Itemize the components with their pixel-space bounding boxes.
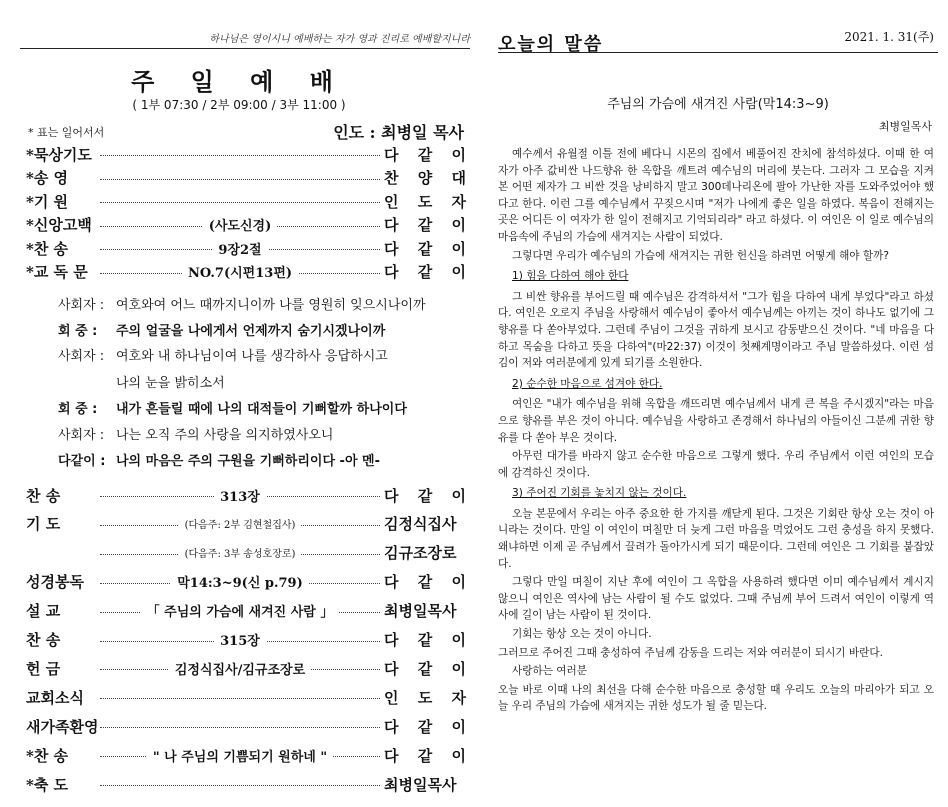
- order-row: [26, 167, 466, 189]
- order-label: *기 원: [26, 192, 69, 211]
- sermon-header-title: 오늘의 말씀: [498, 34, 604, 55]
- speaker: 사회자 :: [58, 298, 105, 313]
- order-row: [26, 744, 466, 766]
- order-row: [26, 190, 466, 212]
- order-label: 헌 금: [26, 659, 61, 678]
- order-person: 최병일목사: [384, 602, 457, 621]
- order-label: 찬 송: [26, 486, 61, 505]
- responsive-line: [58, 424, 468, 443]
- order-detail: 315장: [214, 630, 266, 649]
- dotted-leader: [96, 237, 384, 259]
- reading-text: 여호와 내 하나님이여 나를 생각하사 응답하시고: [116, 349, 388, 364]
- paragraph: 오늘 본문에서 우리는 아주 중요한 한 가지를 깨닫게 된다. 그것은 기회란 항상 오는 것이 아니라는 것이다. 만일 이 여인이 며칠만 더 늦게 그런 마음을 먹었어도 그런 충성을 하지 못했다. 왜냐하면 이제 곧 주님께서 끌려가 돌아가시게 되기 때문이다. 그런데 여인은 그 기회를 붙잡았다.: [498, 507, 934, 570]
- dotted-leader: [96, 542, 384, 564]
- dotted-leader: [96, 214, 384, 236]
- section-heading: 2) 순수한 마음으로 섬겨야 한다.: [512, 377, 663, 390]
- order-person: 최병일목사: [384, 775, 457, 794]
- order-person: 다 같 이: [384, 659, 466, 678]
- order-row: [26, 484, 466, 506]
- order-person: 다 같 이: [384, 631, 466, 649]
- dotted-leader: [96, 484, 384, 506]
- order-detail: (다음주: 2부 김현철집사): [179, 516, 302, 531]
- section-heading: 3) 주어진 기회를 놓치지 않는 것이다.: [512, 487, 687, 500]
- order-person: 김규조장로: [384, 544, 457, 563]
- dotted-leader: [96, 513, 384, 535]
- order-row: [26, 571, 466, 593]
- order-detail: 「 주님의 가슴에 새겨진 사람 」: [141, 601, 340, 620]
- responsive-line: [58, 450, 468, 469]
- paragraph: 예수께서 유월절 이틀 전에 베다니 시몬의 집에서 베풀어진 잔치에 참석하셨다. 이때 한 여자가 아주 값비싼 나드향유 한 옥합을 깨트려 예수님의 머리에 붓는다. 그러자 그 모습을 지켜본 어떤 제자가 그 비싼 것을 낭비하지 말고 300데나리온에 팔아 가난한 자를 도와주었어야 했다고 한다. 이런 그를 예수님께서 꾸짖으시며 "저가 나에게 좋은 일을 하였다. 복음이 전해지는 곳은 어디든 이 여자가 한 일이 전해지고 기억되리라" 라고 하셨다. 이 여인은 이 일로 예수님의 마음속에 주님의 가슴에 새겨지는 사람이 되었다.: [498, 148, 934, 243]
- section-heading: 1) 힘을 다하여 해야 한다: [512, 270, 629, 283]
- order-person: 다 같 이: [384, 145, 466, 164]
- order-detail: 9장2절: [212, 239, 267, 258]
- speaker: 회 중 :: [58, 324, 98, 339]
- dotted-leader: [96, 773, 384, 795]
- reading-text: 여호와여 어느 때까지니이까 나를 영원히 잊으시나이까: [116, 298, 426, 313]
- paragraph: 그렇다면 우리가 예수님의 가슴에 새겨지는 귀한 헌신을 하려면 어떻게 해야 할까?: [512, 249, 890, 262]
- speaker: 다같이 :: [58, 454, 106, 469]
- header-divider: [498, 52, 938, 53]
- dotted-leader: [96, 744, 384, 766]
- dotted-leader: [96, 715, 384, 737]
- order-row: [26, 513, 466, 535]
- reading-text: 나의 마음은 주의 구원을 기뻐하리이다 -아 멘-: [116, 454, 380, 469]
- order-label: *신앙고백: [26, 216, 92, 234]
- order-row: [26, 773, 466, 795]
- sermon-title: 주님의 가슴에 새겨진 사람(막14:3~9): [607, 97, 829, 112]
- order-person: 다 같 이: [384, 746, 466, 765]
- dotted-leader: [96, 167, 384, 189]
- reading-text: 나의 눈을 밝히소서: [116, 376, 225, 391]
- paragraph: 그렇다 만일 며칠이 지난 후에 여인이 그 옥합을 사용하려 했다면 이미 예수님께서 계시지 않으니 여인은 역사에 남는 사람이 될 수도 없었다. 그때 주님께 부어 드려서 여인이 이렇게 역사에 길이 남는 사람이 된 것이다.: [498, 576, 934, 622]
- order-label: *묵상기도: [26, 145, 92, 164]
- order-person: 다 같 이: [384, 216, 466, 234]
- responsive-line: [116, 372, 526, 391]
- paragraph: 사랑하는 여러분: [512, 665, 588, 678]
- order-person: 다 같 이: [384, 263, 466, 281]
- order-row: [26, 715, 466, 737]
- dotted-leader: [96, 686, 384, 708]
- order-row: [26, 657, 466, 679]
- paragraph: 그러므로 주어진 그때 충성하여 주님께 감동을 드리는 저와 여러분이 되시기 바란다.: [498, 646, 883, 659]
- standing-note: * 표는 일어서서: [28, 126, 105, 139]
- sermon-body: [498, 146, 934, 717]
- paragraph: 오늘 바로 이때 나의 최선을 다해 순수한 마음으로 충성할 때 우리도 오늘의 마리아가 되고 오늘 우리 주님의 가슴에 새겨지는 귀한 성도가 될 줄 믿는다.: [498, 683, 934, 713]
- order-detail: (사도신경): [203, 215, 278, 234]
- order-label: *송 영: [26, 169, 69, 187]
- order-detail: 313장: [214, 486, 266, 505]
- order-row: [26, 542, 466, 564]
- order-label: 새가족환영: [26, 717, 99, 736]
- order-detail: NO.7(시편13편): [182, 262, 298, 281]
- order-person: 인 도 자: [384, 688, 466, 707]
- order-row: [26, 600, 466, 622]
- order-label: *찬 송: [26, 239, 69, 258]
- speaker: 사회자 :: [58, 349, 105, 364]
- order-row: [26, 686, 466, 708]
- paragraph: 그 비싼 향유를 부어드릴 때 예수님은 감격하셔서 "그가 힘을 다하여 내게 부었다"라고 하셨다. 여인은 오로지 주님을 사랑해서 예수님이 좋아서 예수님께는 아끼는 것이 하나도 없기에 그 향유를 다 쏟아부었다. 그런데 주님이 그것을 귀하게 보시고 감동받으신 것이다. "네 마음을 다하고 목숨을 다하고 뜻을 다하여"(마22:37) 이것이 첫째계명이라고 주님 말씀하셨다. 이런 섬김이 저와 여러분에게 있게 되기를 소원한다.: [498, 290, 934, 370]
- responsive-line: [58, 398, 468, 417]
- order-detail: 막14:3~9(신 p.79): [171, 572, 309, 591]
- dotted-leader: [96, 190, 384, 212]
- service-times: ( 1부 07:30 / 2부 09:00 / 3부 11:00 ): [132, 98, 346, 112]
- dotted-leader: [96, 657, 384, 679]
- sermon-author: 최병일목사: [878, 120, 932, 133]
- paragraph: 기회는 항상 오는 것이 아니다.: [512, 628, 652, 641]
- order-person: 다 같 이: [384, 717, 466, 736]
- order-label: 교회소식: [26, 688, 84, 707]
- paragraph: 여인은 "내가 예수님을 위해 옥합을 깨뜨리면 예수님께서 내게 큰 복을 주시겠지"라는 마음으로 향유를 부은 것이 아니다. 예수님을 사랑하고 존경해서 하나님의 아들이신 그분께 귀한 향유를 다 쏟아 부은 것이다.: [498, 398, 934, 444]
- dotted-leader: [96, 600, 384, 622]
- reading-text: 주의 얼굴을 나에게서 언제까지 숨기시겠나이까: [116, 324, 386, 339]
- order-label: *축 도: [26, 775, 69, 794]
- dotted-leader: [96, 629, 384, 651]
- paragraph: 아무런 대가를 바라지 않고 순수한 마음으로 그렇게 했다. 우리 주님께서 이런 여인의 모습에 감격하신 것이다.: [498, 450, 934, 479]
- order-row: [26, 261, 466, 283]
- order-person: 다 같 이: [384, 486, 466, 505]
- page-title: 주 일 예 배: [131, 67, 347, 96]
- order-row: [26, 214, 466, 236]
- dotted-leader: [96, 571, 384, 593]
- date: 2021. 1. 31(주): [844, 30, 934, 44]
- responsive-line: [58, 294, 468, 313]
- order-person: 다 같 이: [384, 239, 466, 258]
- order-person: 인 도 자: [384, 192, 466, 211]
- order-label: 설 교: [26, 602, 61, 621]
- order-person: 다 같 이: [384, 573, 466, 592]
- order-label: *찬 송: [26, 746, 69, 765]
- motto: 하나님은 영이시니 예배하는 자가 영과 진리로 예배할지니라: [20, 30, 470, 49]
- responsive-line: [58, 320, 468, 339]
- dotted-leader: [96, 261, 384, 283]
- reading-text: 내가 흔들릴 때에 나의 대적들이 기뻐할까 하나이다: [116, 402, 407, 417]
- reading-text: 나는 오직 주의 사랑을 의지하였사오니: [116, 428, 334, 443]
- order-row: [26, 237, 466, 259]
- dotted-leader: [96, 143, 384, 165]
- order-person: 찬 양 대: [384, 169, 466, 187]
- order-detail: 김정식집사/김규조장로: [169, 659, 311, 678]
- order-person: 김정식집사: [384, 515, 457, 534]
- speaker: 사회자 :: [58, 428, 105, 443]
- order-row: [26, 143, 466, 165]
- speaker: 회 중 :: [58, 402, 98, 417]
- responsive-line: [58, 345, 468, 364]
- leader: 인도 : 최병일 목사: [333, 123, 464, 142]
- order-row: [26, 629, 466, 651]
- order-detail: " 나 주님의 기쁨되기 원하네 ": [147, 746, 333, 765]
- order-label: 찬 송: [26, 631, 61, 649]
- order-label: 성경봉독: [26, 573, 84, 592]
- order-label: 기 도: [26, 515, 61, 534]
- order-label: *교 독 문: [26, 263, 88, 281]
- order-detail: (다음주: 3부 송성호장로): [179, 545, 302, 560]
- sermon-panel: [488, 0, 948, 807]
